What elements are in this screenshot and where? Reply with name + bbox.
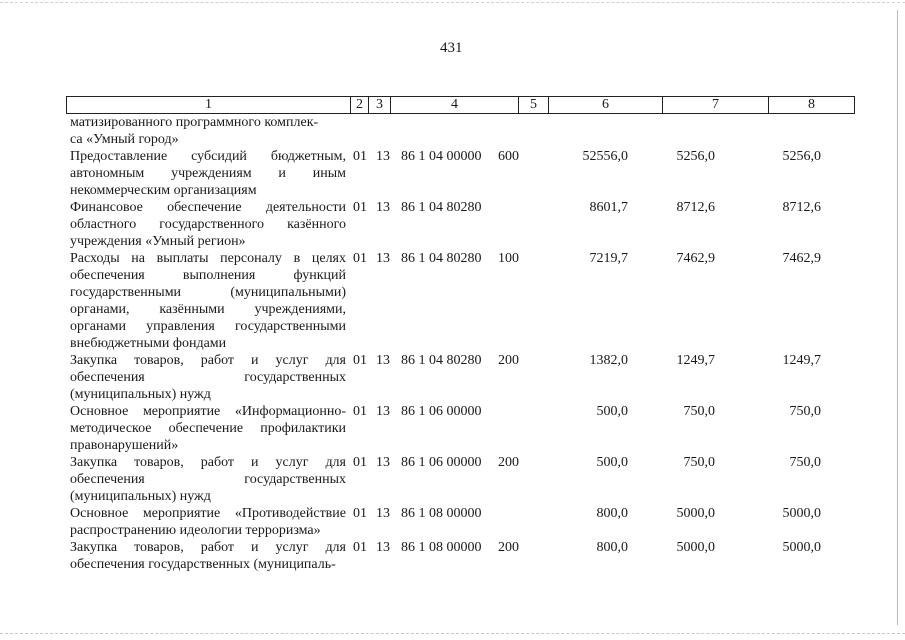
row-subsection: 13 — [376, 149, 390, 164]
row-subsection: 13 — [376, 200, 390, 215]
row-value-2: 1249,7 — [676, 353, 715, 368]
row-section: 01 — [353, 251, 367, 266]
column-header-8: 8 — [769, 97, 855, 114]
row-value-1: 500,0 — [596, 404, 628, 419]
row-value-3: 750,0 — [789, 455, 821, 470]
row-expense-type: 200 — [498, 353, 519, 368]
column-header-7: 7 — [663, 97, 769, 114]
row-target-code: 86 1 04 00000 — [401, 149, 482, 164]
column-header-1: 1 — [67, 97, 351, 114]
column-header-6: 6 — [549, 97, 663, 114]
row-name: Расходы на выплаты персоналу в целях обеспечения выполнения функций государственными (муниципальными) органами, казёнными учреждениями, органами управления государственными внебюджетными фондами — [70, 251, 346, 351]
row-expense-type: 100 — [498, 251, 519, 266]
row-section: 01 — [353, 540, 367, 555]
table-row — [70, 505, 860, 539]
row-value-1: 500,0 — [596, 455, 628, 470]
row-section: 01 — [353, 455, 367, 470]
row-expense-type: 200 — [498, 455, 519, 470]
row-section: 01 — [353, 506, 367, 521]
row-name: Закупка товаров, работ и услуг для обеспечения государственных (муниципальных) нужд — [70, 455, 346, 504]
row-section: 01 — [353, 353, 367, 368]
row-value-1: 800,0 — [596, 506, 628, 521]
page-number: 431 — [440, 40, 463, 56]
column-header-5: 5 — [519, 97, 549, 114]
row-target-code: 86 1 04 80280 — [401, 251, 482, 266]
row-subsection: 13 — [376, 540, 390, 555]
row-value-1: 7219,7 — [589, 251, 628, 266]
column-header-2: 2 — [351, 97, 369, 114]
scan-edge-top — [0, 2, 905, 3]
row-expense-type: 600 — [498, 149, 519, 164]
row-subsection: 13 — [376, 455, 390, 470]
budget-table-body — [70, 114, 860, 573]
row-value-2: 5256,0 — [676, 149, 715, 164]
row-target-code: 86 1 06 00000 — [401, 404, 482, 419]
row-subsection: 13 — [376, 251, 390, 266]
row-value-3: 8712,6 — [782, 200, 821, 215]
row-name: матизированного программного комплек- са «Умный город» — [70, 115, 319, 147]
row-section: 01 — [353, 200, 367, 215]
table-row — [70, 114, 860, 148]
row-subsection: 13 — [376, 353, 390, 368]
row-section: 01 — [353, 149, 367, 164]
row-value-2: 750,0 — [683, 404, 715, 419]
table-row — [70, 352, 860, 403]
row-name: Финансовое обеспечение деятельности областного государственного казённого учреждения «Умный регион» — [70, 200, 346, 249]
row-section: 01 — [353, 404, 367, 419]
row-target-code: 86 1 08 00000 — [401, 540, 482, 555]
column-header-3: 3 — [369, 97, 391, 114]
row-value-2: 5000,0 — [676, 506, 715, 521]
row-value-1: 1382,0 — [589, 353, 628, 368]
scan-edge-right — [897, 10, 898, 625]
row-value-2: 5000,0 — [676, 540, 715, 555]
table-row — [70, 539, 860, 573]
row-value-2: 750,0 — [683, 455, 715, 470]
row-subsection: 13 — [376, 506, 390, 521]
row-value-3: 5000,0 — [782, 506, 821, 521]
row-subsection: 13 — [376, 404, 390, 419]
row-value-3: 7462,9 — [782, 251, 821, 266]
row-value-3: 1249,7 — [782, 353, 821, 368]
row-expense-type: 200 — [498, 540, 519, 555]
row-value-2: 7462,9 — [676, 251, 715, 266]
row-value-3: 5000,0 — [782, 540, 821, 555]
row-name: Предоставление субсидий бюджетным, автономным учреждениям и иным некоммерческим организациям — [70, 149, 346, 198]
row-name: Закупка товаров, работ и услуг для обеспечения государственных (муниципаль- — [70, 540, 346, 572]
table-row — [70, 199, 860, 250]
row-value-2: 8712,6 — [676, 200, 715, 215]
row-value-1: 8601,7 — [589, 200, 628, 215]
column-header-4: 4 — [391, 97, 519, 114]
row-name: Основное мероприятие «Противодействие распространению идеологии терроризма» — [70, 506, 346, 538]
row-value-3: 5256,0 — [782, 149, 821, 164]
row-name: Закупка товаров, работ и услуг для обеспечения государственных (муниципальных) нужд — [70, 353, 346, 402]
scan-edge-bottom — [0, 633, 905, 634]
row-target-code: 86 1 04 80280 — [401, 353, 482, 368]
row-target-code: 86 1 06 00000 — [401, 455, 482, 470]
row-value-1: 800,0 — [596, 540, 628, 555]
table-row — [70, 403, 860, 454]
row-target-code: 86 1 04 80280 — [401, 200, 482, 215]
table-row — [70, 148, 860, 199]
table-row — [70, 250, 860, 352]
row-value-3: 750,0 — [789, 404, 821, 419]
table-row — [70, 454, 860, 505]
row-value-1: 52556,0 — [582, 149, 628, 164]
column-number-header — [66, 96, 855, 114]
row-target-code: 86 1 08 00000 — [401, 506, 482, 521]
row-name: Основное мероприятие «Информационно-методическое обеспечение профилактики правонарушений» — [70, 404, 346, 453]
